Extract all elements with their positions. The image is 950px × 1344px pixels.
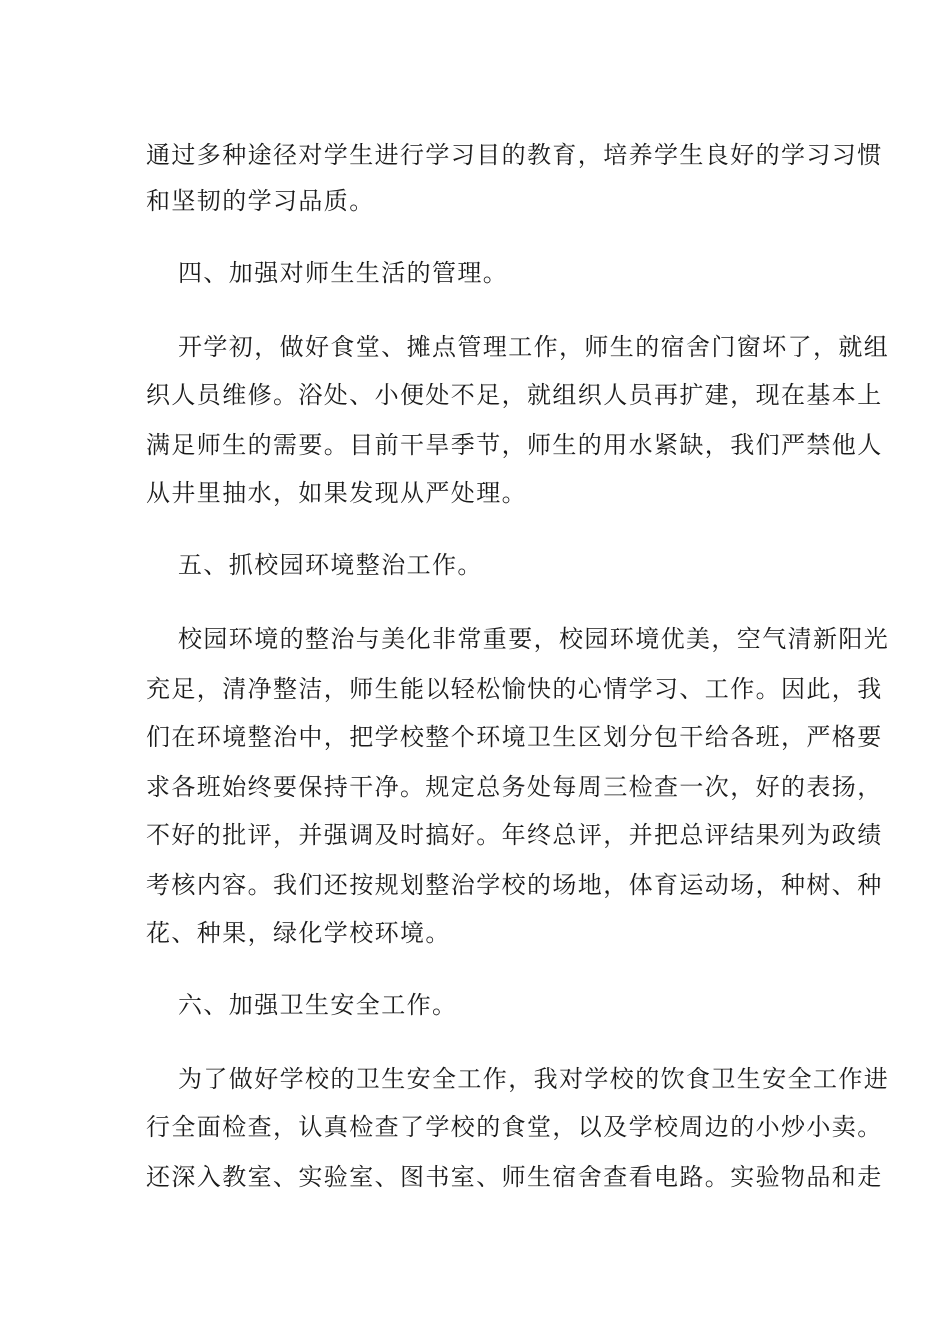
paragraph-line: 还深入教室、实验室、图书室、师生宿舍查看电路。实验物品和走 — [146, 1163, 883, 1191]
paragraph-line: 通过多种途径对学生进行学习目的教育，培养学生良好的学习习惯 — [146, 141, 883, 169]
paragraph-line: 织人员维修。浴处、小便处不足，就组织人员再扩建，现在基本上 — [146, 381, 883, 409]
paragraph-line: 校园环境的整治与美化非常重要，校园环境优美，空气清新阳光 — [178, 625, 890, 653]
paragraph-line: 行全面检查，认真检查了学校的食堂，以及学校周边的小炒小卖。 — [146, 1113, 883, 1141]
paragraph-line: 充足，清净整洁，师生能以轻松愉快的心情学习、工作。因此，我 — [146, 675, 883, 703]
section-heading: 四、加强对师生生活的管理。 — [178, 259, 509, 287]
paragraph-line: 和坚韧的学习品质。 — [146, 187, 375, 215]
paragraph-line: 考核内容。我们还按规划整治学校的场地，体育运动场，种树、种 — [146, 871, 883, 899]
paragraph-line: 开学初，做好食堂、摊点管理工作，师生的宿舍门窗坏了，就组 — [178, 333, 890, 361]
paragraph-line: 们在环境整治中，把学校整个环境卫生区划分包干给各班，严格要 — [146, 723, 883, 751]
section-heading: 六、加强卫生安全工作。 — [178, 991, 458, 1019]
paragraph-line: 求各班始终要保持干净。规定总务处每周三检查一次，好的表扬， — [146, 773, 883, 801]
paragraph-line: 满足师生的需要。目前干旱季节，师生的用水紧缺，我们严禁他人 — [146, 431, 883, 459]
paragraph-line: 从井里抽水，如果发现从严处理。 — [146, 479, 527, 507]
paragraph-line: 为了做好学校的卫生安全工作，我对学校的饮食卫生安全工作进 — [178, 1065, 890, 1093]
section-heading: 五、抓校园环境整治工作。 — [178, 551, 483, 579]
paragraph-line: 花、种果，绿化学校环境。 — [146, 919, 451, 947]
paragraph-line: 不好的批评，并强调及时搞好。年终总评，并把总评结果列为政绩 — [146, 821, 883, 849]
